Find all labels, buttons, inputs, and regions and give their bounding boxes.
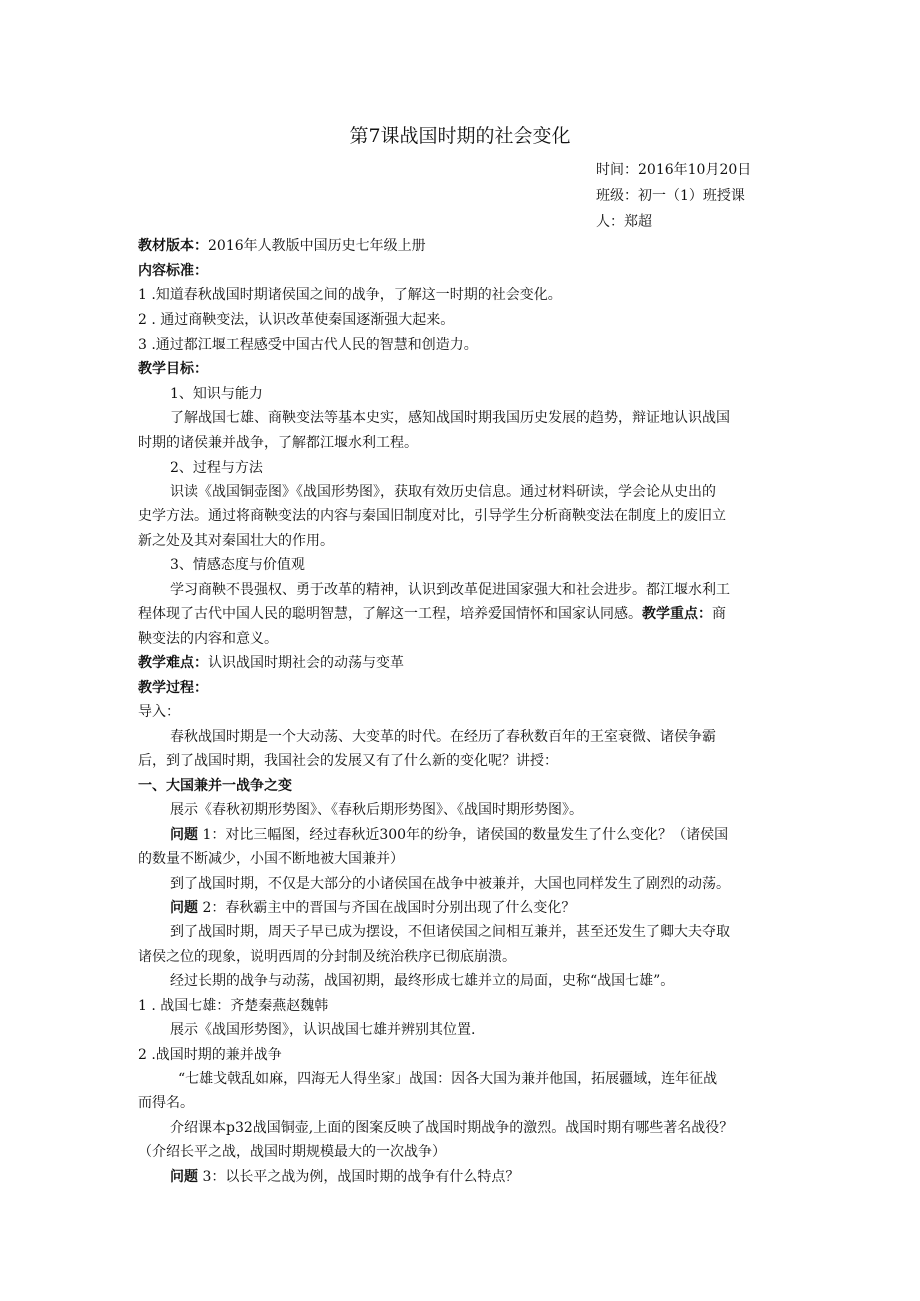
question-3-label: 问题 <box>170 1169 198 1185</box>
difficulty-label: 教学难点： <box>138 655 208 671</box>
question-2-label: 问题 <box>170 900 198 916</box>
goal-3-line-2 <box>138 602 726 626</box>
keypoint-text-start: 商 <box>712 606 726 622</box>
keypoint-label: 教学重点： <box>642 606 712 622</box>
page-title: 第7课战国时期的社会变化 <box>349 125 571 147</box>
goals-label: 教学目标： <box>138 361 208 377</box>
intro-line-2: 后，到了战国时期，我国社会的发展又有了什么新的变化呢？讲授： <box>138 753 558 769</box>
textbook-value: 2016年人教版中国历史七年级上册 <box>208 238 426 254</box>
difficulty-value: 认识战国时期社会的动荡与变革 <box>208 655 404 671</box>
question-1-text: 1：对比三幅图，经过春秋近300年的纷争，诸侯国的数量发生了什么变化？（诸侯国 <box>198 827 729 843</box>
quote-line-2: 而得名。 <box>138 1095 194 1111</box>
bronze-pot-line-2: （介绍长平之战，战国时期规模最大的一次战争） <box>138 1144 446 1160</box>
goal-3-heading: 3、情感态度与价值观 <box>170 557 305 573</box>
bronze-pot-line-1: 介绍课本p32战国铜壶,上面的图案反映了战国时期战争的激烈。战国时期有哪些著名战役？ <box>170 1120 734 1136</box>
paragraph-3: 经过长期的战争与动荡，战国初期，最终形成七雄并立的局面，史称“战国七雄”。 <box>170 973 675 989</box>
goal-2-line-3: 新之处及其对秦国壮大的作用。 <box>138 533 334 549</box>
meta-time: 时间：2016年10月20日 <box>596 162 752 178</box>
question-1-line-2: 的数量不断减少，小国不断地被大国兼并） <box>138 851 404 867</box>
standard-item-2: 2 . 通过商鞅变法，认识改革使秦国逐渐强大起来。 <box>138 312 455 328</box>
goal-2-line-1: 识读《战国铜壶图》《战国形势图》，获取有效历史信息。通过材料研读，学会论从史出的 <box>170 484 716 500</box>
intro-label: 导入： <box>138 704 180 720</box>
paragraph-2-line-1: 到了战国时期，周天子早已成为摆设，不但诸侯国之间相互兼并，甚至还发生了卿大夫夺取 <box>170 924 730 940</box>
question-3-text: 3：以长平之战为例，战国时期的战争有什么特点？ <box>198 1169 520 1185</box>
goal-1-line-2: 时期的诸侯兼并战争，了解都江堰水利工程。 <box>138 435 418 451</box>
question-1-label: 问题 <box>170 827 198 843</box>
standards-label: 内容标准： <box>138 263 208 279</box>
subsection-1: 1 . 战国七雄：齐楚秦燕赵魏韩 <box>138 998 329 1014</box>
goal-2-line-2: 史学方法。通过将商鞅变法的内容与秦国旧制度对比，引导学生分析商鞅变法在制度上的废旧立 <box>138 508 726 524</box>
paragraph-1: 到了战国时期，不仅是大部分的小诸侯国在战争中被兼并，大国也同样发生了剧烈的动荡。 <box>170 876 730 892</box>
meta-teacher: 人：郑超 <box>596 214 652 230</box>
goal-3-line-2-text: 程体现了古代中国人民的聪明智慧，了解这一工程，培养爱国情怀和国家认同感。 <box>138 606 642 622</box>
textbook-line <box>138 234 426 258</box>
goal-1-heading: 1、知识与能力 <box>170 386 263 402</box>
question-2-line <box>170 896 575 920</box>
goal-1-line-1: 了解战国七雄、商鞅变法等基本史实，感知战国时期我国历史发展的趋势，辩证地认识战国 <box>170 410 730 426</box>
quote-line-1: “七雄戈戟乱如麻，四海无人得坐家」战国：因各大国为兼并他国，拓展疆域，连年征战 <box>178 1071 718 1087</box>
goal-3-line-1: 学习商鞅不畏强权、勇于改革的精神，认识到改革促进国家强大和社会进步。都江堰水利工 <box>170 582 730 598</box>
difficulty-line <box>138 651 404 675</box>
keypoint-line-2: 鞅变法的内容和意义。 <box>138 631 278 647</box>
paragraph-2-line-2: 诸侯之位的现象，说明西周的分封制及统治秩序已彻底崩溃。 <box>138 949 516 965</box>
standard-item-1: 1 .知道春秋战国时期诸侯国之间的战争，了解这一时期的社会变化。 <box>138 287 562 303</box>
question-2-text: 2：春秋霸主中的晋国与齐国在战国时分别出现了什么变化？ <box>198 900 576 916</box>
subsection-2: 2 .战国时期的兼并战争 <box>138 1047 282 1063</box>
section-1-heading: 一、大国兼并一战争之变 <box>138 778 292 794</box>
process-label: 教学过程： <box>138 680 208 696</box>
question-3-line <box>170 1165 519 1189</box>
subsection-1-text: 展示《战国形势图》，认识战国七雄并辨别其位置. <box>170 1022 476 1038</box>
show-maps-line: 展示《春秋初期形势图》、《春秋后期形势图》、《战国时期形势图》。 <box>170 802 583 818</box>
meta-class: 班级：初一（1）班授课 <box>596 188 745 204</box>
question-1-line-1 <box>170 823 728 847</box>
standard-item-3: 3 .通过都江堰工程感受中国古代人民的智慧和创造力。 <box>138 337 478 353</box>
goal-2-heading: 2、过程与方法 <box>170 460 263 476</box>
textbook-label: 教材版本： <box>138 238 208 254</box>
intro-line-1: 春秋战国时期是一个大动荡、大变革的时代。在经历了春秋数百年的王室衰微、诸侯争霸 <box>170 729 716 745</box>
